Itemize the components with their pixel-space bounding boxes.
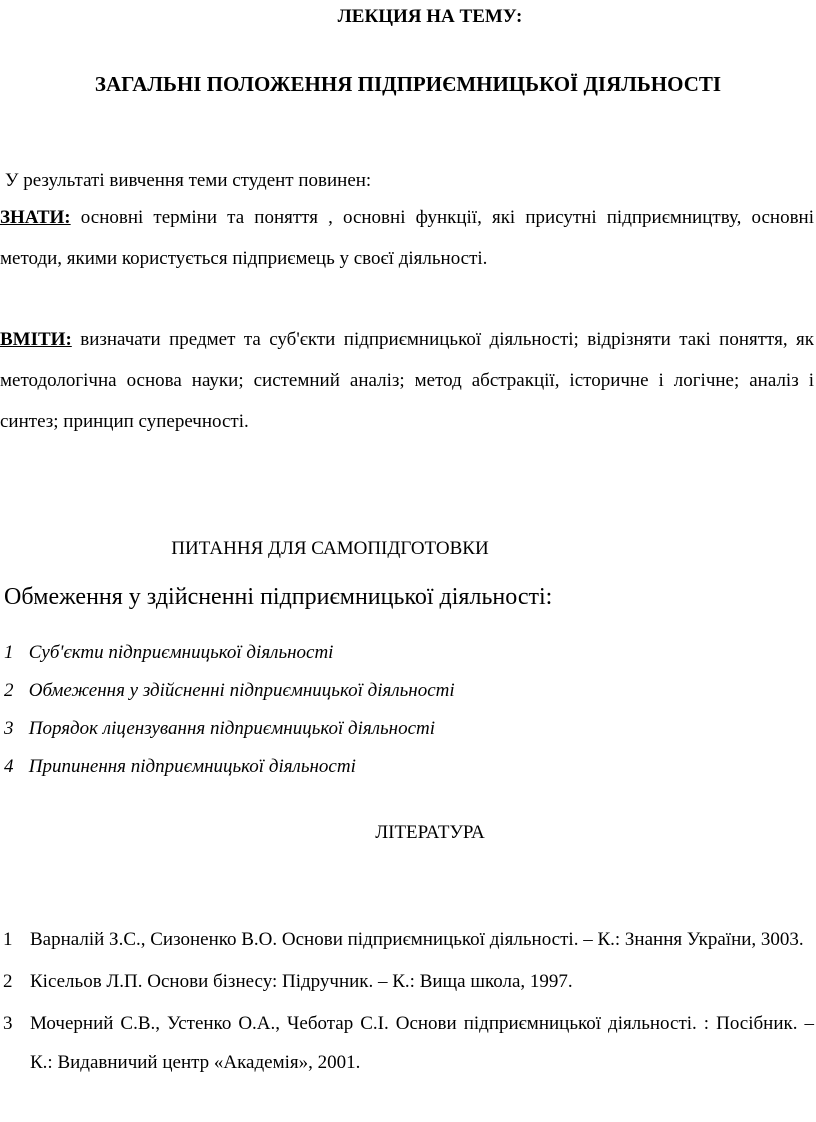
list-item-text: Порядок ліцензування підприємницької діяльності xyxy=(28,718,436,739)
list-item-number: 1 xyxy=(4,642,14,663)
can-label: ВМІТИ: xyxy=(0,329,72,350)
reference-item xyxy=(0,920,814,959)
know-text: основні терміни та поняття , основні функції, які присутні підприємництву, основні методи, якими користується підприємець у своєї діяльності. xyxy=(0,207,815,269)
list-item-number: 2 xyxy=(4,680,14,701)
list-item xyxy=(4,634,455,672)
self-prep-subheading: Обмеження у здійсненні підприємницької діяльності: xyxy=(4,584,553,610)
reference-item xyxy=(0,1004,814,1082)
list-item-number: 4 xyxy=(4,756,14,777)
literature-heading: ЛІТЕРАТУРА xyxy=(375,822,485,843)
objectives-intro: У результаті вивчення теми студент повинен: xyxy=(5,170,372,191)
list-item xyxy=(4,748,455,786)
know-label: ЗНАТИ: xyxy=(0,207,71,228)
list-item-text: Суб'єкти підприємницької діяльності xyxy=(28,642,334,663)
reference-number: 1 xyxy=(3,929,13,950)
list-item-text: Припинення підприємницької діяльності xyxy=(28,756,356,777)
list-item-number: 3 xyxy=(4,718,14,739)
reference-text: Мочерний С.В., Устенко О.А., Чеботар С.І. Основи підприємницької діяльності. : Посібник. – К.: Видавничий центр «Академія», 2001. xyxy=(30,1013,814,1073)
reference-text: Варналій З.С., Сизоненко В.О. Основи підприємницької діяльності. – К.: Знання України, 3003. xyxy=(30,929,804,950)
self-prep-heading: ПИТАННЯ ДЛЯ САМОПІДГОТОВКИ xyxy=(171,538,489,559)
reference-number: 3 xyxy=(3,1013,13,1034)
reference-text: Кісельов Л.П. Основи бізнесу: Підручник. – К.: Вища школа, 1997. xyxy=(30,971,573,992)
question-list xyxy=(4,634,455,786)
lecture-title: ЗАГАЛЬНІ ПОЛОЖЕННЯ ПІДПРИЄМНИЦЬКОЇ ДІЯЛЬНОСТІ xyxy=(94,72,722,96)
list-item xyxy=(4,672,455,710)
can-text: визначати предмет та суб'єкти підприємницької діяльності; відрізняти такі поняття, як методологічна основа науки; системний аналіз; метод абстракції, історичне і логічне; аналіз і синтез; принцип суперечності. xyxy=(0,329,814,432)
can-paragraph xyxy=(0,319,814,442)
reference-item xyxy=(0,962,814,1001)
list-item xyxy=(4,710,455,748)
reference-number: 2 xyxy=(3,971,13,992)
reference-list xyxy=(0,920,814,1085)
lecture-label: ЛЕКЦИЯ НА ТЕМУ: xyxy=(337,6,523,27)
list-item-text: Обмеження у здійсненні підприємницької діяльності xyxy=(28,680,455,701)
know-paragraph xyxy=(0,197,814,279)
